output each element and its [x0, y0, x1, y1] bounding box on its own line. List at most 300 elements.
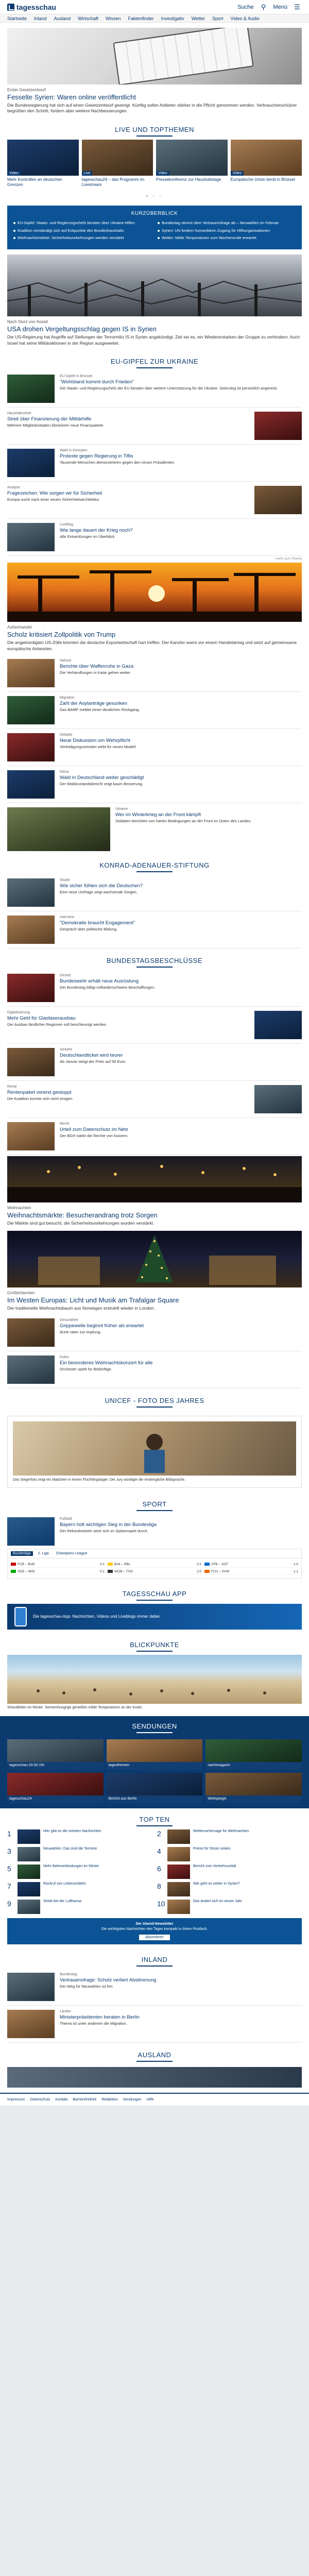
story-title: Wie sicher fühlen sich die Deutschen?: [60, 883, 143, 889]
story-text: Der Waldzustandsbericht zeigt kaum Besserung.: [60, 782, 143, 787]
story-body: [7, 1011, 249, 1027]
bullet-icon: [158, 237, 160, 239]
story-title: Mehr Geld für Glasfaserausbau: [7, 1015, 76, 1022]
footer-link[interactable]: Impressum: [7, 2097, 25, 2102]
overview-box: [7, 206, 302, 249]
sport-story[interactable]: [0, 1514, 309, 1549]
story-teaser[interactable]: [0, 520, 309, 554]
newsletter-subscribe-button[interactable]: Abonnieren: [139, 1935, 170, 1940]
newsletter-text: Die wichtigsten Nachrichten des Tages kompakt in Ihrem Postfach.: [101, 1927, 208, 1931]
story-teaser[interactable]: [0, 1970, 309, 2004]
match-row[interactable]: [108, 1569, 201, 1575]
away-team: SCF: [221, 1563, 228, 1567]
top-ten-title: Streik bei der Lufthansa: [43, 1899, 81, 1903]
top-ten-thumbnail: [167, 1829, 190, 1844]
story-body: [60, 878, 302, 895]
story-body: [7, 412, 249, 428]
story-teaser[interactable]: [0, 693, 309, 727]
newsletter-title: Der Abend-Newsletter: [135, 1922, 174, 1926]
top-ten-thumbnail: [18, 1882, 40, 1896]
overview-item[interactable]: [13, 228, 151, 233]
story-kicker: Digitalisierung: [7, 1011, 30, 1015]
eu-more-link[interactable]: mehr zum Thema: [276, 557, 302, 561]
bullet-icon: [158, 222, 160, 224]
broadcast-title: nachtmagazin: [208, 1764, 230, 1768]
story-thumbnail: [7, 1318, 55, 1347]
match-score: 1:1: [293, 1570, 298, 1574]
story-title: Deutschlandticket wird teurer: [60, 1053, 123, 1059]
match-teams: WOB – TSG: [108, 1570, 133, 1573]
main-nav: [0, 14, 309, 23]
video-badge: Video: [231, 171, 244, 176]
video-card[interactable]: [231, 140, 302, 188]
video-card[interactable]: [156, 140, 228, 188]
story-teaser[interactable]: [0, 1119, 309, 1154]
story-thumbnail: [7, 1973, 55, 2001]
top-ten-item[interactable]: [7, 1829, 152, 1844]
results-table: [7, 1549, 302, 1579]
section-unicef: UNICEF - FOTO DES JAHRES: [0, 1389, 309, 1411]
match-score: 0:1: [99, 1570, 105, 1574]
away-team: BVB: [28, 1563, 35, 1567]
story-text: Der Ausbau ländlicher Regionen soll beschleunigt werden.: [7, 1022, 107, 1027]
top-actions: [237, 3, 302, 12]
story-kicker: Länder: [60, 2009, 71, 2013]
footer-link[interactable]: Datenschutz: [30, 2097, 50, 2102]
rank-number: 4: [157, 1846, 161, 1855]
story-teaser[interactable]: [0, 1045, 309, 1079]
nav-item[interactable]: Sport: [212, 15, 224, 21]
top-ten-item[interactable]: [157, 1865, 302, 1879]
match-row[interactable]: [11, 1562, 105, 1568]
story-body: [60, 449, 302, 465]
story-thumbnail: [254, 412, 302, 440]
story-title: Streit über Finanzierung der Militärhilfe: [7, 416, 92, 422]
sport-image: [7, 1517, 55, 1546]
syria-title[interactable]: USA drohen Vergeltungsschlag gegen IS in Syrien: [7, 325, 157, 333]
top-ten-thumbnail: [18, 1847, 40, 1861]
story-title: Bundeswehr erhält neue Ausrüstung: [60, 978, 139, 985]
story-teaser[interactable]: [0, 2007, 309, 2041]
story-teaser[interactable]: [0, 371, 309, 406]
divider: [7, 2005, 302, 2006]
menu-icon[interactable]: ☰: [294, 3, 300, 11]
story-thumbnail: [254, 1085, 302, 1113]
match-score: 3:1: [99, 1563, 105, 1567]
top-ten-item[interactable]: [157, 1829, 302, 1844]
home-team: FCU: [211, 1570, 218, 1574]
ukraine-text: Soldaten berichten von harten Bedingungen an der Front im Osten des Landes.: [115, 819, 252, 824]
story-text: Eine neue Umfrage zeigt wachsende Sorgen.: [60, 890, 138, 895]
bullet-icon: [13, 230, 15, 232]
broadcast-card[interactable]: [7, 1739, 104, 1770]
overview-item-text: Syrien: UN fordern humanitären Zugang für Hilfsorganisationen: [162, 228, 270, 233]
syria-image[interactable]: [7, 255, 302, 316]
story-body: [7, 1085, 249, 1101]
section-eu: EU-GIPFEL ZUR UKRAINE: [0, 350, 309, 371]
sport-tab[interactable]: 2. Liga: [38, 1552, 49, 1556]
economy-kicker: Außenhandel: [7, 625, 32, 630]
video-card[interactable]: [7, 140, 79, 188]
story-text: Europa sucht nach einer neuen Sicherheitsarchitektur.: [7, 497, 100, 502]
top-ten-title: Neuwahlen: Das sind die Termine: [43, 1846, 97, 1851]
ukraine-kicker: Ukraine: [115, 807, 128, 811]
match-row[interactable]: [204, 1569, 298, 1575]
story-text: Alle Entwicklungen im Überblick.: [60, 534, 116, 539]
overview-item[interactable]: [13, 235, 151, 241]
story-kicker: Liveblog: [60, 523, 74, 527]
story-teaser[interactable]: [0, 1082, 309, 1116]
syria-text: Die US-Regierung hat Angriffe auf Stellungen der Terrormiliz IS in Syrien angekündigt. Ziel sei es, ein Wiedererstarken der Gruppe zu verhindern. Auch Israel hat seine Militäraktionen in der Region ausgeweitet.: [7, 334, 300, 346]
broadcast-card[interactable]: [205, 1739, 302, 1770]
bullet-icon: [13, 222, 15, 224]
harbor-image[interactable]: [7, 563, 302, 622]
story-text: Ärzte raten zur Impfung.: [60, 1330, 101, 1334]
carousel-dots[interactable]: ● ○ ○: [146, 193, 163, 198]
story-thumbnail: [254, 486, 302, 514]
match-score: 2:2: [196, 1563, 201, 1567]
story-title: Grippewelle beginnt früher als erwartet: [60, 1323, 144, 1329]
footer-link[interactable]: Redaktion: [101, 2097, 118, 2102]
overview-item-text: EU-Gipfel: Staats- und Regierungschefs beraten über Ukraine-Hilfen: [18, 220, 135, 225]
story-teaser[interactable]: [0, 1315, 309, 1350]
story-thumbnail: [7, 2010, 55, 2038]
nav-item[interactable]: Startseite: [7, 15, 27, 21]
divider: [7, 2042, 302, 2043]
top-ten-item[interactable]: [7, 1882, 152, 1896]
broadcast-title: tagesschau24: [9, 1797, 32, 1801]
story-body: [60, 659, 302, 675]
broadcast-title: tagesthemen: [108, 1764, 130, 1768]
story-kicker: Haushaltsstreit: [7, 412, 31, 416]
rank-number: 1: [7, 1829, 11, 1838]
search-placeholder[interactable]: Suche: [237, 4, 254, 10]
top-ten-thumbnail: [18, 1865, 40, 1879]
broadcast-card[interactable]: [107, 1739, 203, 1770]
section-bundestag: BUNDESTAGSBESCHLÜSSE: [0, 950, 309, 971]
story-title: Rentenpaket vorerst gestoppt: [7, 1090, 72, 1096]
cranes-graphic: [7, 563, 302, 622]
story-title: Fragezeichen: Wie sorgen wir für Sicherheit: [7, 490, 102, 497]
match-teams: VFB – SCF: [204, 1563, 228, 1566]
rank-number: 8: [157, 1882, 161, 1890]
team-flag-icon: [204, 1563, 210, 1566]
top-ten-title: Das ändert sich im neuen Jahr: [193, 1899, 242, 1903]
economy-title[interactable]: Scholz kritisiert Zollpolitik von Trump: [7, 631, 116, 639]
story-body: [60, 1048, 302, 1064]
story-title: "Demokratie braucht Engagement": [60, 920, 135, 926]
story-body: [60, 1122, 302, 1139]
story-thumbnail: [7, 974, 55, 1002]
broadcast-thumbnail: [107, 1739, 203, 1762]
app-teaser[interactable]: [7, 1604, 302, 1630]
story-thumbnail: [7, 1048, 55, 1076]
divider: [7, 444, 302, 445]
top-ten-item[interactable]: [157, 1900, 302, 1914]
video-badge: Live: [82, 171, 93, 176]
story-kicker: Debatte: [60, 733, 73, 737]
broadcast-thumbnail: [107, 1773, 203, 1795]
story-kicker: EU-Gipfel in Brüssel: [60, 375, 93, 379]
menu-label[interactable]: Menü: [273, 4, 287, 10]
match-row[interactable]: [108, 1562, 201, 1568]
london-kicker: Großbritannien: [7, 1290, 35, 1295]
footer-link[interactable]: Barrierefreiheit: [73, 2097, 97, 2102]
economy-text: Die angekündigten US-Zölle könnten die deutsche Exportwirtschaft hart treffen. Der Kanzler warnt vor einem Handelskrieg und setzt auf gemeinsame europäische Antworten.: [7, 640, 297, 651]
crowd-graphic: [7, 1156, 302, 1202]
broadcast-thumbnail: [205, 1773, 302, 1795]
story-kicker: Migration: [60, 696, 75, 700]
story-text: Der Bundestag billigt milliardenschwere Beschaffungen.: [60, 985, 156, 990]
rank-number: 10: [157, 1899, 165, 1908]
section-views: BLICKPUNKTE: [0, 1634, 309, 1655]
section-konrad: KONRAD-ADENAUER-STIFTUNG: [0, 854, 309, 875]
story-text: Das BAMF meldet einen deutlichen Rückgang.: [60, 707, 140, 713]
rank-number: 9: [7, 1899, 11, 1908]
story-body: [60, 1355, 302, 1372]
nav-item[interactable]: Inland: [34, 15, 47, 21]
footer-link[interactable]: Sendungen: [123, 2097, 142, 2102]
story-teaser[interactable]: [0, 446, 309, 480]
match-row[interactable]: [204, 1562, 298, 1568]
story-body: [60, 974, 302, 990]
story-title: Berichte über Waffenruhe in Gaza: [60, 664, 134, 670]
divider: [7, 518, 302, 519]
video-title: Pressekonferenz zur Haushaltslage: [156, 177, 221, 182]
rank-number: 5: [7, 1864, 11, 1873]
broadcast-title: Bericht aus Berlin: [108, 1797, 137, 1801]
story-text: Orchester spielt für Bedürftige.: [60, 1367, 112, 1371]
footer-link[interactable]: Kontakt: [55, 2097, 68, 2102]
story-body: [60, 523, 302, 539]
unicef-caption: Das Siegerfoto zeigt ein Mädchen in einem Flüchtlingslager. Die Jury würdigte die eindringliche Bildsprache.: [13, 1478, 186, 1482]
sport-tab[interactable]: Champions League: [56, 1552, 88, 1556]
divider: [7, 1043, 302, 1044]
story-teaser[interactable]: [0, 409, 309, 443]
story-thumbnail: [7, 523, 55, 551]
video-thumbnail: [7, 140, 79, 176]
bullet-icon: [13, 237, 15, 239]
story-thumbnail: [7, 878, 55, 907]
ukraine-image: [7, 807, 110, 851]
broadcast-card[interactable]: [107, 1773, 203, 1803]
story-title: Ministerpräsidenten beraten in Berlin: [60, 2014, 140, 2020]
section-sendungen: SENDUNGEN: [7, 1721, 302, 1736]
divider: [7, 481, 302, 482]
story-thumbnail: [7, 916, 55, 944]
top-bar: [0, 0, 309, 14]
story-kicker: Rente: [7, 1085, 17, 1089]
match-score: 2:0: [196, 1570, 201, 1574]
rank-number: 7: [7, 1882, 11, 1890]
story-teaser[interactable]: [0, 656, 309, 690]
top-ten-title: Mehr Bahnverbindungen im Winter: [43, 1864, 99, 1868]
overview-item[interactable]: [158, 235, 296, 241]
story-body: [60, 916, 302, 932]
away-team: RBL: [124, 1563, 131, 1567]
nav-item[interactable]: Faktenfinder: [128, 15, 154, 21]
nav-item[interactable]: Wetter: [191, 15, 205, 21]
home-team: WOB: [114, 1570, 123, 1574]
story-title: Neue Diskussion um Wehrpflicht: [60, 738, 131, 744]
story-text: Die Verhandlungen in Katar gehen weiter.: [60, 670, 131, 675]
story-text: Ab Januar steigt der Preis auf 58 Euro.: [60, 1059, 127, 1064]
story-thumbnail: [7, 375, 55, 403]
team-flag-icon: [204, 1570, 210, 1573]
story-teaser[interactable]: [0, 875, 309, 910]
team-flag-icon: [11, 1563, 16, 1566]
story-body: [60, 1973, 302, 1989]
story-kicker: Kultur: [60, 1355, 70, 1359]
top-ten-thumbnail: [18, 1829, 40, 1844]
top-ten-thumbnail: [167, 1882, 190, 1896]
story-text: Tausende Menschen demonstrieren gegen den neuen Präsidenten.: [60, 460, 175, 465]
broadcast-thumbnail: [7, 1739, 104, 1762]
footer-link[interactable]: Hilfe: [146, 2097, 154, 2102]
culture-title[interactable]: Weihnachtsmärkte: Besucherandrang trotz Sorgen: [7, 1211, 158, 1219]
divider: [7, 1117, 302, 1118]
divider: [7, 555, 302, 556]
hero-image[interactable]: [7, 28, 302, 84]
story-title: Wald in Deutschland weiter geschädigt: [60, 775, 144, 781]
nav-item[interactable]: Wirtschaft: [78, 15, 99, 21]
logo[interactable]: [7, 3, 56, 11]
team-flag-icon: [108, 1570, 113, 1573]
beach-image[interactable]: [7, 1655, 302, 1704]
nav-item[interactable]: Wissen: [106, 15, 121, 21]
away-team: M05: [28, 1570, 35, 1574]
story-body: [60, 733, 302, 750]
overview-item[interactable]: [158, 221, 296, 226]
story-text: Mehrere Mitgliedsstaaten blockieren neue Finanzpakete.: [7, 423, 105, 428]
story-title: Urteil zum Datenschutz im Netz: [60, 1127, 129, 1133]
home-team: B04: [114, 1563, 121, 1567]
broadcast-title: tagesschau 20:00 Uhr: [9, 1764, 45, 1768]
top-ten-thumbnail: [18, 1900, 40, 1914]
logo-icon: [7, 4, 14, 11]
story-thumbnail: [7, 449, 55, 477]
broadcast-thumbnail: [7, 1773, 104, 1795]
london-title[interactable]: Im Westen Europas: Licht und Musik am Trafalgar Square: [7, 1296, 179, 1304]
story-kicker: Recht: [60, 1122, 70, 1126]
christmas-tree-graphic: [7, 1231, 302, 1287]
story-body: [60, 696, 302, 713]
ausland-image[interactable]: [7, 2067, 302, 2088]
rank-number: 3: [7, 1846, 11, 1855]
video-title: tagesschau24 – das Programm im Livestream: [81, 177, 145, 187]
story-text: Die Koalition konnte sich nicht einigen.: [7, 1096, 74, 1101]
story-kicker: Gesetz: [60, 974, 72, 978]
match-teams: SGE – M05: [11, 1570, 35, 1573]
top-ten-item[interactable]: [7, 1900, 152, 1914]
story-text: Gespräch über politische Bildung.: [60, 927, 118, 932]
story-teaser[interactable]: [0, 912, 309, 947]
match-row[interactable]: [11, 1569, 105, 1575]
section-inland: INLAND: [0, 1948, 309, 1970]
culture-image[interactable]: [7, 1156, 302, 1202]
top-ten-title: Bericht zum Verkehrsunfall: [193, 1864, 236, 1868]
story-text: Verteidigungsminister wirbt für neues Modell.: [60, 744, 137, 750]
story-body: [60, 770, 302, 787]
top-ten-item[interactable]: [7, 1865, 152, 1879]
story-teaser[interactable]: [0, 1008, 309, 1042]
story-thumbnail: [7, 733, 55, 761]
hero-title[interactable]: Fesselte Syrien: Waren online veröffentlicht: [7, 93, 136, 101]
top-ten-thumbnail: [167, 1900, 190, 1914]
broadcast-card[interactable]: [7, 1773, 104, 1803]
video-card[interactable]: [82, 140, 153, 188]
barbed-wire-graphic: [7, 255, 302, 316]
section-sport: SPORT: [0, 1493, 309, 1514]
london-image[interactable]: [7, 1231, 302, 1287]
culture-kicker: Weihnachten: [7, 1206, 31, 1211]
unicef-box: [7, 1416, 302, 1488]
culture-text: Die Märkte sind gut besucht, die Sicherheitsvorkehrungen wurden verstärkt.: [7, 1221, 154, 1226]
team-flag-icon: [11, 1570, 16, 1573]
top-ten-item[interactable]: [157, 1882, 302, 1896]
story-body: [60, 375, 302, 391]
match-teams: B04 – RBL: [108, 1563, 130, 1566]
section-app: TAGESSCHAU APP: [0, 1583, 309, 1604]
sport-title: Bayern holt wichtigen Sieg in der Bundesliga: [60, 1522, 157, 1528]
london-text: Der traditionelle Weihnachtsbaum aus Norwegen erstrahlt wieder in London.: [7, 1305, 156, 1311]
story-text: Der BGH stärkt die Rechte von Nutzern.: [60, 1133, 129, 1139]
overview-item[interactable]: [13, 221, 151, 226]
video-carousel: [0, 140, 309, 193]
top-ten-title: Wettervorhersage für Weihnachten: [193, 1829, 249, 1833]
video-thumbnail: [156, 140, 228, 176]
story-teaser[interactable]: [0, 767, 309, 802]
story-teaser[interactable]: [0, 1352, 309, 1387]
section-topten: TOP TEN: [0, 1808, 309, 1829]
footer: [0, 2093, 309, 2106]
nav-item[interactable]: Investigativ: [161, 15, 184, 21]
story-teaser[interactable]: [0, 971, 309, 1005]
top-ten-item[interactable]: [157, 1847, 302, 1861]
video-title: Mehr Kontrollen an deutschen Grenzen: [7, 177, 62, 187]
ukraine-feature[interactable]: [0, 804, 309, 854]
story-title: Wie lange dauert der Krieg noch?: [60, 528, 133, 534]
rank-number: 2: [157, 1829, 161, 1838]
sport-tab[interactable]: Bundesliga: [11, 1551, 33, 1556]
video-badge: Video: [7, 171, 21, 176]
top-ten-item[interactable]: [7, 1847, 152, 1861]
ukraine-title: Wer im Winterkrieg an der Front kämpft: [115, 812, 201, 818]
broadcast-card[interactable]: [205, 1773, 302, 1803]
home-team: SGE: [18, 1570, 25, 1574]
nav-item[interactable]: Video & Audio: [230, 15, 260, 21]
story-title: Vertrauensfrage: Scholz verliert Abstimmung: [60, 1977, 157, 1983]
search-icon[interactable]: ⚲: [261, 3, 266, 11]
overview-title: KURZÜBERBLICK: [131, 210, 178, 216]
overview-item-text: Bundestag stimmt über Vertrauensfrage ab – Neuwahlen im Februar: [162, 220, 279, 225]
video-title: Europäische Union berät in Brüssel: [230, 177, 295, 182]
match-score: 1:0: [293, 1563, 298, 1567]
nav-item[interactable]: Ausland: [54, 15, 71, 21]
unicef-image[interactable]: [13, 1421, 296, 1476]
overview-item[interactable]: [158, 228, 296, 233]
story-teaser[interactable]: [0, 483, 309, 517]
story-title: "Wohlstand kommt durch Frieden": [60, 379, 134, 385]
story-thumbnail: [254, 1011, 302, 1039]
story-thumbnail: [7, 696, 55, 724]
story-kicker: Nahost: [60, 659, 72, 663]
away-team: SVW: [221, 1570, 230, 1574]
section-ausland: AUSLAND: [0, 2044, 309, 2065]
sport-text: Der Rekordmeister setzt sich im Spitzenspiel durch.: [60, 1529, 148, 1534]
story-teaser[interactable]: [0, 730, 309, 765]
section-live: LIVE UND TOPTHEMEN: [0, 118, 309, 140]
